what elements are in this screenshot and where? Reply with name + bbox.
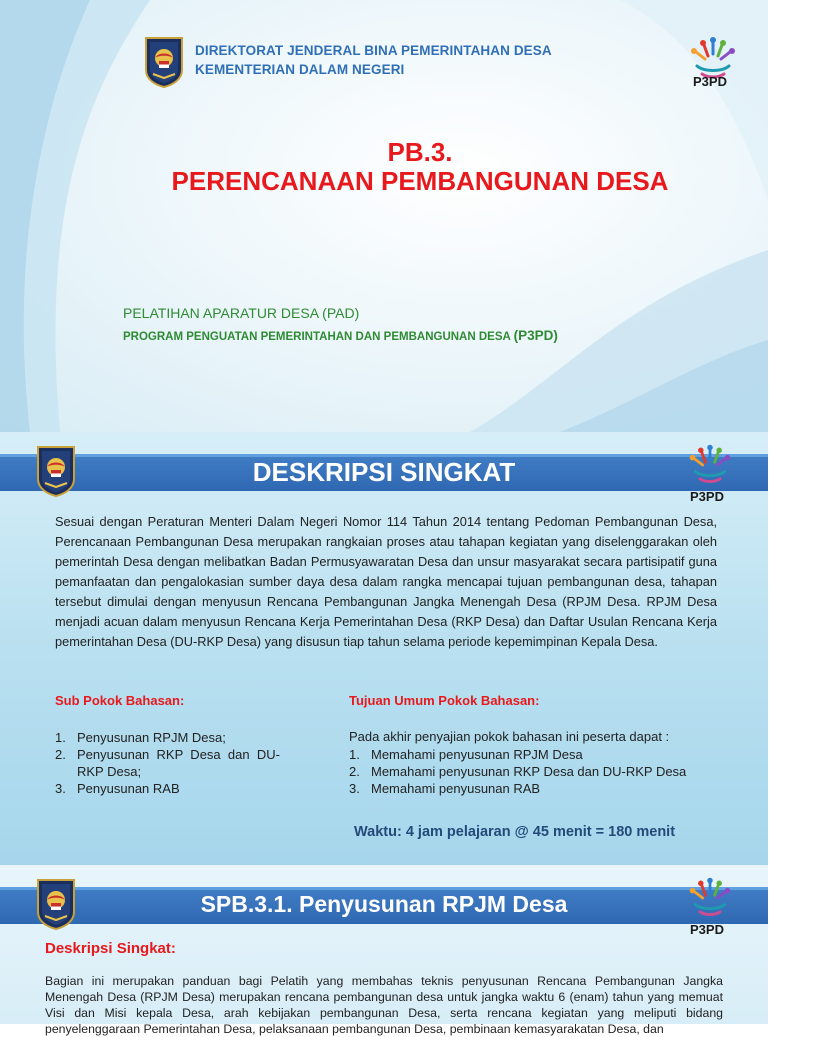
garuda-emblem-icon bbox=[36, 445, 76, 497]
list-number: 1. bbox=[55, 730, 66, 745]
subtitle-program bbox=[123, 328, 558, 343]
tujuan-heading: Tujuan Umum Pokok Bahasan: bbox=[349, 693, 540, 708]
slide-title-code: PB.3. bbox=[387, 137, 453, 167]
garuda-emblem-icon bbox=[143, 36, 185, 88]
list-number: 1. bbox=[349, 747, 360, 762]
slide-title: SPB.3.1. Penyusunan RPJM Desa bbox=[200, 891, 568, 917]
subtitle-program-text: PROGRAM PENGUATAN PEMERINTAHAN DAN PEMBANGUNAN DESA bbox=[123, 331, 511, 343]
org-name-line1: DIREKTORAT JENDERAL BINA PEMERINTAHAN DESA bbox=[195, 43, 552, 58]
sub-pokok-list bbox=[55, 729, 280, 797]
list-number: 3. bbox=[349, 781, 360, 796]
list-item bbox=[349, 780, 749, 797]
tujuan-list bbox=[349, 746, 749, 797]
list-text: Memahami penyusunan RKP Desa dan DU-RKP Desa bbox=[371, 764, 687, 779]
list-item bbox=[55, 780, 280, 797]
org-name-line2: KEMENTERIAN DALAM NEGERI bbox=[195, 62, 405, 77]
list-item bbox=[349, 746, 749, 763]
deskripsi-heading: Deskripsi Singkat: bbox=[45, 940, 176, 957]
list-item bbox=[349, 763, 749, 780]
list-text: Penyusunan RAB bbox=[77, 781, 180, 796]
list-number: 2. bbox=[349, 764, 360, 779]
p3pd-logo-icon bbox=[687, 875, 733, 921]
title-slide bbox=[0, 0, 768, 432]
slide-title: DESKRIPSI SINGKAT bbox=[252, 457, 516, 487]
description-paragraph: Bagian ini merupakan panduan bagi Pelatih yang membahas teknis penyusunan Rencana Pembangunan Jangka Menengah Desa (RPJM Desa) merupakan rencana pembangunan desa untuk jangka waktu 6 (enam) tahun yang memuat Visi dan Misi kepala Desa, arah kebijakan pembangunan Desa, serta rencana kegiatan yang meliputi bidang penyelenggaraan Pemerintahan Desa, pelaksanaan pembangunan Desa, pembinaan kemasyarakatan Desa, dan bbox=[45, 974, 723, 1036]
list-item bbox=[55, 729, 280, 746]
list-number: 2. bbox=[55, 747, 66, 762]
description-slide bbox=[0, 432, 768, 865]
tujuan-intro: Pada akhir penyajian pokok bahasan ini peserta dapat : bbox=[349, 729, 670, 744]
spb-slide bbox=[0, 865, 768, 1036]
list-item bbox=[55, 746, 280, 780]
list-text: Penyusunan RPJM Desa; bbox=[77, 730, 226, 745]
p3pd-logo-text: P3PD bbox=[690, 489, 724, 504]
list-text: Memahami penyusunan RPJM Desa bbox=[371, 747, 583, 762]
sub-pokok-heading: Sub Pokok Bahasan: bbox=[55, 693, 185, 708]
duration-text: Waktu: 4 jam pelajaran @ 45 menit = 180 menit bbox=[354, 824, 676, 840]
list-number: 3. bbox=[55, 781, 66, 796]
garuda-emblem-icon bbox=[36, 878, 76, 930]
p3pd-logo-text: P3PD bbox=[693, 74, 727, 89]
p3pd-logo-text: P3PD bbox=[690, 922, 724, 937]
list-text: Penyusunan RKP Desa dan DU-RKP Desa; bbox=[77, 747, 280, 779]
slide-title: PERENCANAAN PEMBANGUNAN DESA bbox=[171, 166, 669, 196]
subtitle-training: PELATIHAN APARATUR DESA (PAD) bbox=[123, 305, 360, 321]
p3pd-logo-icon bbox=[687, 442, 733, 488]
description-paragraph: Sesuai dengan Peraturan Menteri Dalam Negeri Nomor 114 Tahun 2014 tentang Pedoman Pembangunan Desa, Perencanaan Pembangunan Desa merupakan rangkaian proses atau tahapan kegiatan yang diselenggarakan oleh pemerintah Desa dengan melibatkan Badan Permusyawaratan Desa dan unsur masyarakat secara partisipatif guna pemanfaatan dan pengalokasian sumber daya desa dalam rangka mencapai tujuan pembangunan desa, tahapan tersebut dimulai dengan menyusun Rencana Pembangunan Jangka Menengah Desa (RPJM Desa. RPJM Desa menjadi acuan dalam menyusun Rencana Kerja Pemerintahan Desa (RKP Desa) dan Daftar Usulan Rencana Kerja pemerintahan Desa (DU-RKP Desa) yang disusun tiap tahun selama periode kepemimpinan Kepala Desa. bbox=[55, 514, 717, 649]
subtitle-program-abbr: (P3PD) bbox=[513, 328, 558, 343]
list-text: Memahami penyusunan RAB bbox=[371, 781, 541, 796]
